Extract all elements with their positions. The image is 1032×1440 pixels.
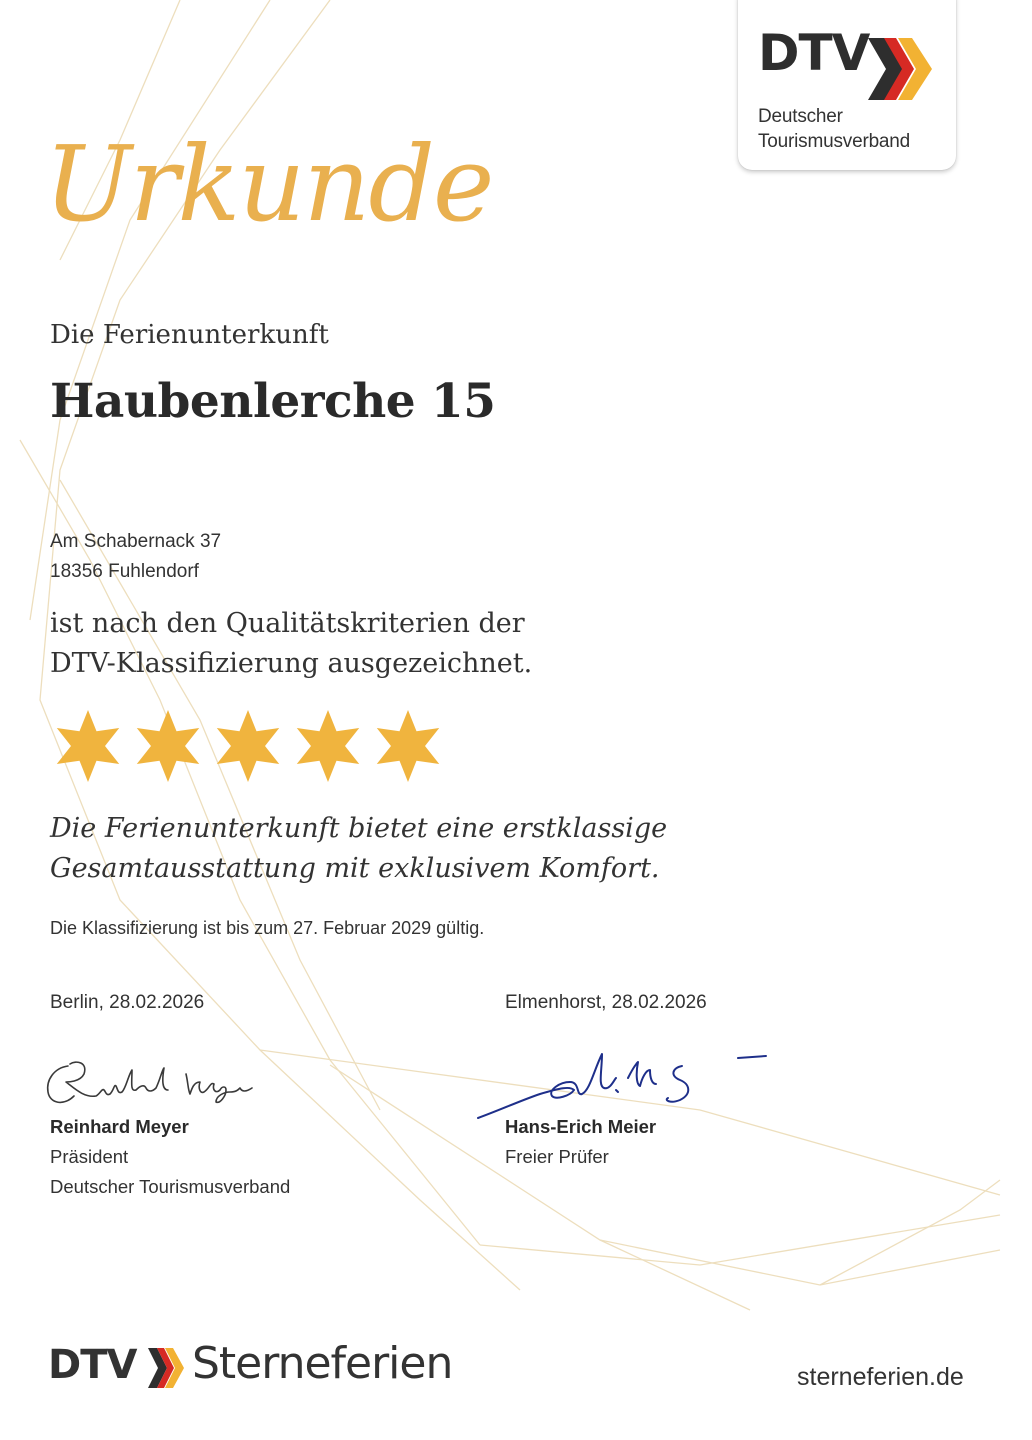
left-signer-role: Präsident xyxy=(50,1146,129,1167)
dtv-logo xyxy=(738,0,956,170)
description-line-2: Gesamtausstattung mit exklusivem Komfort. xyxy=(50,853,660,884)
right-signer-name: Hans-Erich Meier xyxy=(505,1116,657,1137)
star-icon xyxy=(50,710,126,782)
right-signer-role: Freier Prüfer xyxy=(505,1146,609,1167)
certificate-title: Urkunde xyxy=(44,123,493,245)
address-street: Am Schabernack 37 xyxy=(50,531,222,552)
footer-chevrons-icon xyxy=(147,1347,187,1389)
left-signature xyxy=(40,1052,280,1112)
right-place-date: Elmenhorst, 28.02.2026 xyxy=(505,992,707,1013)
left-place-date: Berlin, 28.02.2026 xyxy=(50,992,205,1013)
logo-line-2: Tourismusverband xyxy=(758,131,911,152)
quality-line-2: DTV-Klassifizierung ausgezeichnet. xyxy=(50,648,533,679)
star-icon xyxy=(130,710,206,782)
description-line-1: Die Ferienunterkunft bietet eine erstklassige xyxy=(50,813,668,844)
footer-abbreviation: DTV xyxy=(48,1342,137,1388)
intro-text: Die Ferienunterkunft xyxy=(50,320,329,350)
logo-line-1: Deutscher xyxy=(758,106,843,127)
quality-line-1: ist nach den Qualitätskriterien der xyxy=(50,608,525,639)
footer-brand-name: Sterneferien xyxy=(192,1338,453,1389)
property-name: Haubenlerche 15 xyxy=(50,374,496,429)
star-icon xyxy=(290,710,366,782)
footer-url: sterneferien.de xyxy=(797,1363,964,1391)
star-rating xyxy=(50,710,446,782)
validity-text: Die Klassifizierung ist bis zum 27. Februar 2029 gültig. xyxy=(50,918,485,938)
left-signer-organization: Deutscher Tourismusverband xyxy=(50,1176,291,1197)
address-city: 18356 Fuhlendorf xyxy=(50,561,199,582)
left-signer-name: Reinhard Meyer xyxy=(50,1116,189,1137)
chevrons-icon xyxy=(866,36,938,102)
star-icon xyxy=(210,710,286,782)
logo-abbreviation: DTV xyxy=(758,24,870,82)
star-icon xyxy=(370,710,446,782)
